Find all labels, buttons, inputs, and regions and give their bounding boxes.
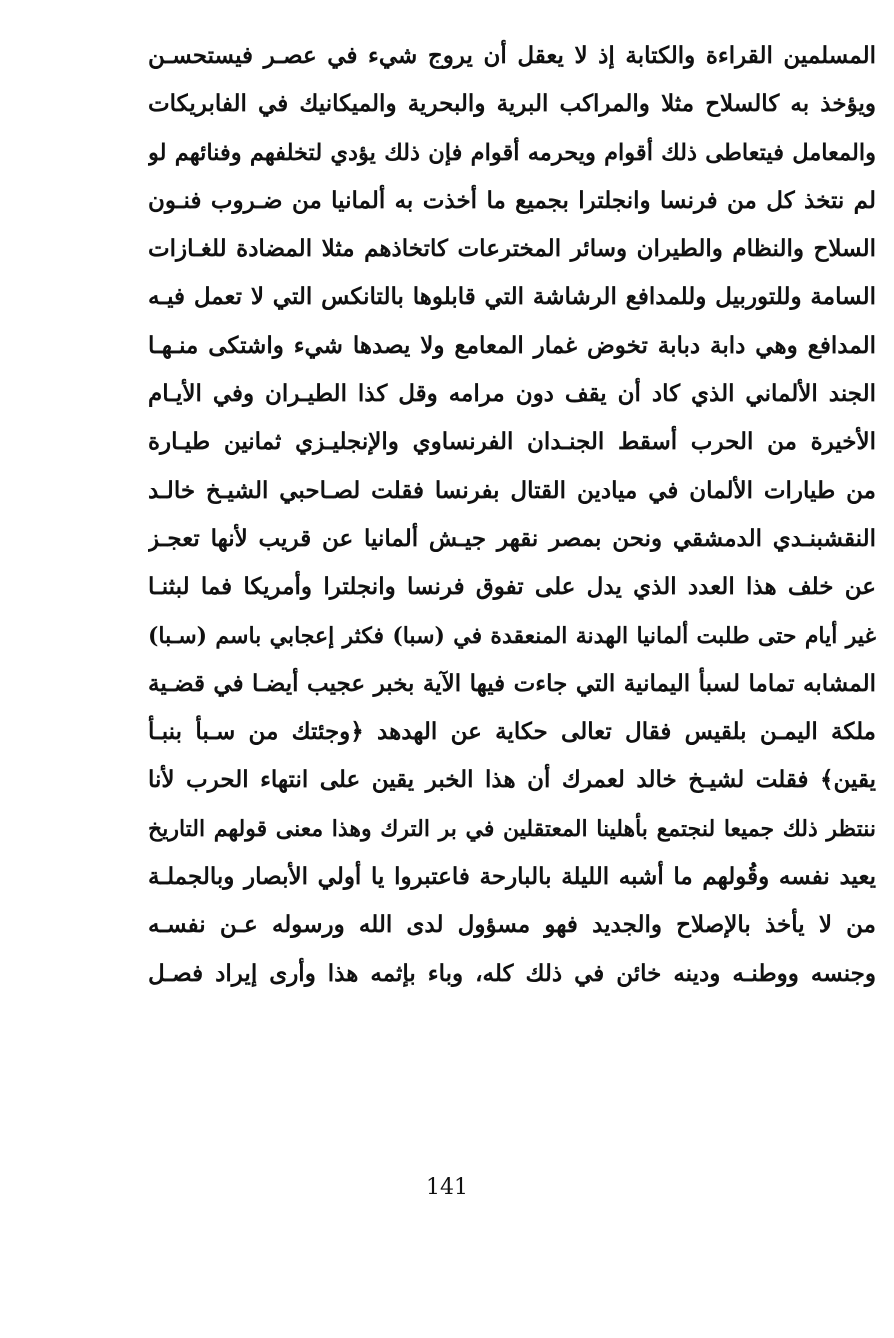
text-line: المشابه تماما لسبأ اليمانية التي جاءت فيها الآية بخبر عجيب أيضـا في قضـية: [148, 669, 876, 697]
text-line: السلاح والنظام والطيران وسائر المخترعات كاتخاذهم مثلا المضادة للغـازات: [148, 235, 876, 263]
text-line: ملكة اليمـن بلقيس فقال تعالى حكاية عن الهدهد ﴿وجئتك من سـبأ بنبـأ: [148, 718, 876, 746]
text-line: من طيارات الألمان في ميادين القتال بفرنسا فقلت لصـاحبي الشيـخ خالـد: [148, 476, 876, 504]
text-line: والمعامل فيتعاطى ذلك أقوام ويحرمه أقوام فإن ذلك يؤدي لتخلفهم وفنائهم لو: [148, 139, 876, 166]
text-line: المسلمين القراءة والكتابة إذ لا يعقل أن يروج شيء في عصـر فيستحسـن: [148, 42, 876, 69]
text-line: ننتظر ذلك جميعا لنجتمع بأهلينا المعتقلين في بر الترك وهذا معنى قولهم التاريخ: [148, 815, 876, 842]
text-line: السامة وللتوربيل وللمدافع الرشاشة التي قابلوها بالتانكس التي لا تعمل فيـه: [148, 283, 876, 311]
text-line: يعيد نفسه وقُولهم ما أشبه الليلة بالبارحة فاعتبروا يا أولي الأبصار وبالجملـة: [148, 863, 876, 891]
text-line: يقين﴾ فقلت لشيـخ خالد لعمرك أن هذا الخبر يقين على انتهاء الحرب لأنا: [148, 766, 876, 794]
text-line: من لا يأخذ بالإصلاح والجديد فهو مسؤول لدى الله ورسوله عـن نفسـه: [148, 911, 876, 939]
text-line: لم نتخذ كل من فرنسا وانجلترا بجميع ما أخذت به ألمانيا من ضـروب فنـون: [148, 186, 876, 214]
body-text: [148, 32, 876, 998]
text-line: المدافع وهي دابة دبابة تخوض غمار المعامع ولا يصدها شيء واشتكى منـهـا: [148, 331, 876, 359]
text-line: عن خلف هذا العدد الذي يدل على تفوق فرنسا وانجلترا وأمريكا فما لبثنـا: [148, 573, 876, 601]
text-line: غير أيام حتى طلبت ألمانيا الهدنة المنعقدة في (سبا) فكثر إعجابي باسم (سـبا): [148, 622, 876, 649]
text-line: وجنسه ووطنـه ودينه خائن في ذلك كله، وباء بإثمه هذا وأرى إيراد فصـل: [148, 959, 876, 987]
text-line: النقشبنـدي الدمشقي ونحن بمصر نقهر جيـش ألمانيا عن قريب لأنها تعجـز: [148, 524, 876, 552]
text-line: ويؤخذ به كالسلاح مثلا والمراكب البرية والبحرية والميكانيك في الفابريكات: [148, 90, 876, 118]
text-line: الأخيرة من الحرب أسقط الجنـدان الفرنساوي والإنجليـزي ثمانين طيـارة: [148, 428, 876, 456]
text-line: الجند الألماني الذي كاد أن يقف دون مرامه وقل كذا الطيـران وفي الأيـام: [148, 380, 876, 408]
page-number: 141: [426, 1175, 468, 1200]
